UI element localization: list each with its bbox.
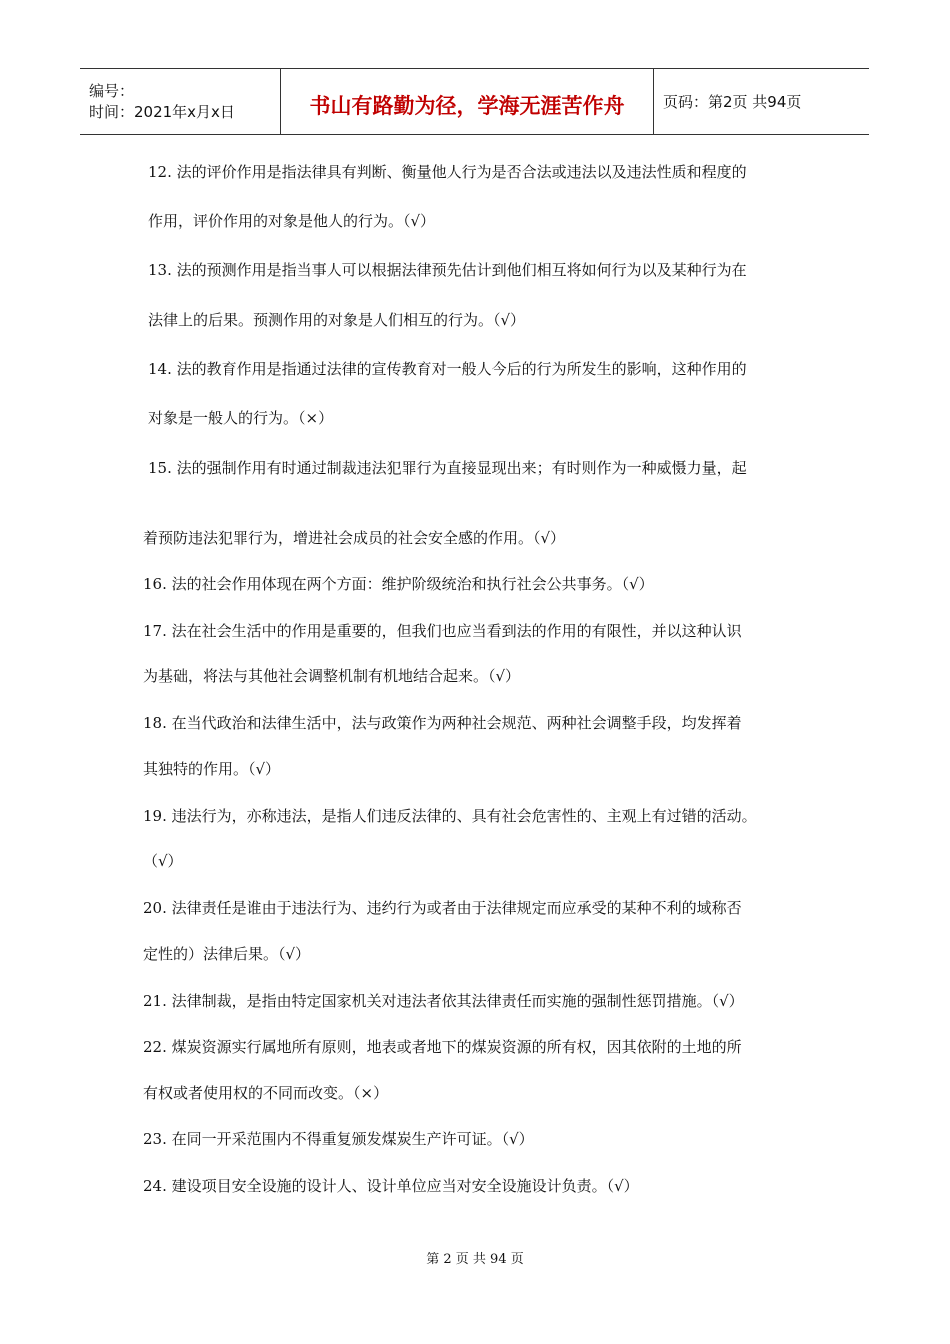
- item-15-line2: 着预防违法犯罪行为，增进社会成员的社会安全感的作用。（√）: [143, 529, 566, 547]
- item-14-line1: 14. 法的教育作用是指通过法律的宣传教育对一般人今后的行为所发生的影响，这种作用的: [148, 360, 747, 378]
- item-19-line2: （√）: [143, 852, 183, 870]
- item-23-line1: 23. 在同一开采范围内不得重复颁发煤炭生产许可证。（√）: [143, 1130, 534, 1148]
- time-label: 时间：2021年x月x日: [89, 102, 235, 121]
- item-19-line1: 19. 违法行为，亦称违法，是指人们违反法律的、具有社会危害性的、主观上有过错的活动。: [143, 807, 757, 825]
- item-17-line1: 17. 法在社会生活中的作用是重要的，但我们也应当看到法的作用的有限性，并以这种认识: [143, 622, 742, 640]
- item-20-line1: 20. 法律责任是谁由于违法行为、违约行为或者由于法律规定而应承受的某种不利的域称否: [143, 899, 742, 917]
- item-14-line2: 对象是一般人的行为。（×）: [148, 409, 334, 427]
- number-label: 编号：: [89, 81, 135, 100]
- header-page-info: 页码：第2页 共94页: [663, 93, 802, 111]
- item-17-line2: 为基础，将法与其他社会调整机制有机地结合起来。（√）: [143, 667, 521, 685]
- header-meta: [80, 69, 281, 134]
- page-footer: 第 2 页 共 94 页: [426, 1252, 524, 1267]
- item-22-line2: 有权或者使用权的不同而改变。（×）: [143, 1084, 389, 1102]
- item-15-line1: 15. 法的强制作用有时通过制裁违法犯罪行为直接显现出来；有时则作为一种威慑力量，起: [148, 459, 747, 477]
- item-18-line2: 其独特的作用。（√）: [143, 760, 281, 778]
- page-header: [80, 68, 869, 135]
- item-13-line2: 法律上的后果。预测作用的对象是人们相互的行为。（√）: [148, 311, 526, 329]
- item-12-line2: 作用，评价作用的对象是他人的行为。（√）: [148, 212, 436, 230]
- header-motto: 书山有路勤为径，学海无涯苦作舟: [281, 69, 654, 134]
- item-21-line1: 21. 法律制裁，是指由特定国家机关对违法者依其法律责任而实施的强制性惩罚措施。（√）: [143, 992, 744, 1010]
- item-18-line1: 18. 在当代政治和法律生活中，法与政策作为两种社会规范、两种社会调整手段，均发挥着: [143, 714, 742, 732]
- item-20-line2: 定性的）法律后果。（√）: [143, 945, 311, 963]
- item-24-line1: 24. 建设项目安全设施的设计人、设计单位应当对安全设施设计负责。（√）: [143, 1177, 639, 1195]
- item-13-line1: 13. 法的预测作用是指当事人可以根据法律预先估计到他们相互将如何行为以及某种行为在: [148, 261, 747, 279]
- item-12-line1: 12. 法的评价作用是指法律具有判断、衡量他人行为是否合法或违法以及违法性质和程度的: [148, 163, 747, 181]
- item-22-line1: 22. 煤炭资源实行属地所有原则，地表或者地下的煤炭资源的所有权，因其依附的土地的所: [143, 1038, 742, 1056]
- item-16-line1: 16. 法的社会作用体现在两个方面：维护阶级统治和执行社会公共事务。（√）: [143, 575, 654, 593]
